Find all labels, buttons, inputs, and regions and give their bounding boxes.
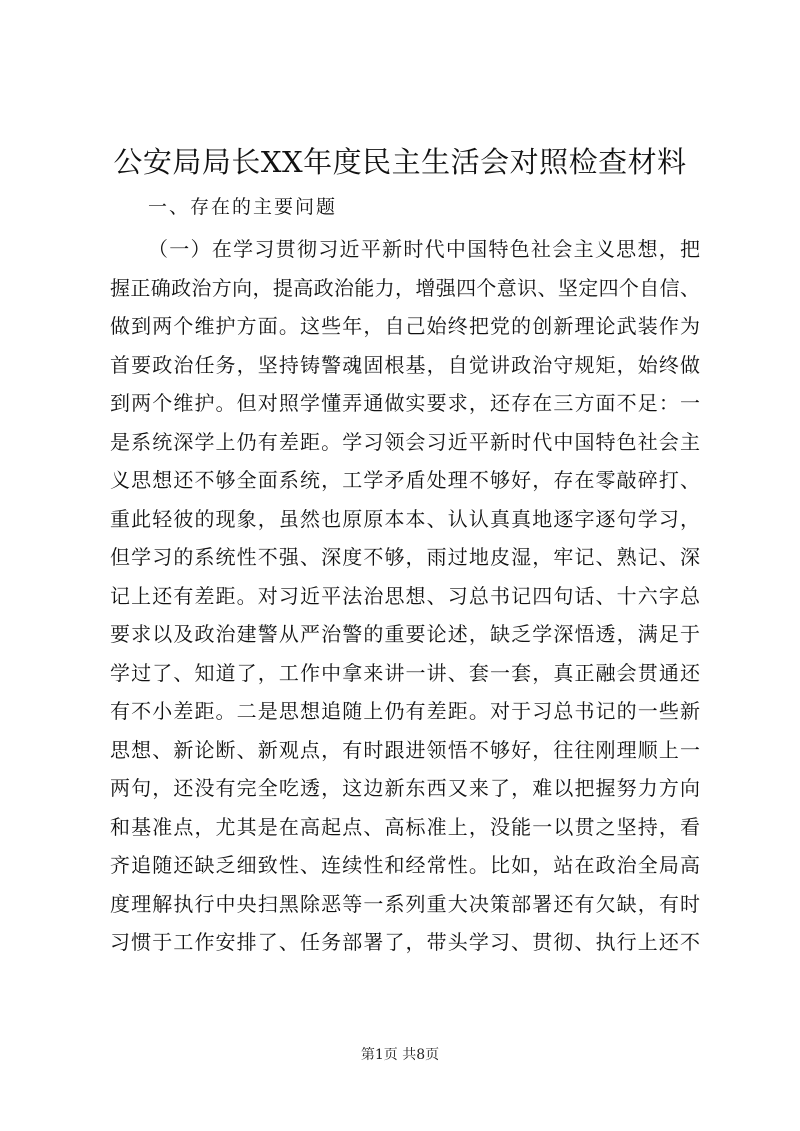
paragraph-line: 记上还有差距。对习近平法治思想、习总书记四句话、十六字总	[110, 583, 700, 608]
paragraph-line: 首要政治任务，坚持铸警魂固根基，自觉讲政治守规矩，始终做	[110, 352, 700, 377]
paragraph-line: 做到两个维护方面。这些年，自己始终把党的创新理论武装作为	[110, 314, 700, 338]
body-text	[110, 230, 700, 962]
paragraph-line: 学过了、知道了，工作中拿来讲一讲、套一套，真正融会贯通还	[110, 660, 700, 685]
paragraph-line: 握正确政治方向，提高政治能力，增强四个意识、坚定四个自信、	[110, 275, 700, 300]
section-heading: 一、存在的主要问题	[148, 196, 338, 218]
paragraph-line: 有不小差距。二是思想追随上仍有差距。对于习总书记的一些新	[110, 699, 700, 723]
paragraph-line: 义思想还不够全面系统，工学矛盾处理不够好，存在零敲碎打、	[110, 468, 700, 492]
paragraph-line: 到两个维护。但对照学懂弄通做实要求，还存在三方面不足：一	[110, 391, 700, 415]
document-title: 公安局局长XX年度民主生活会对照检查材料	[113, 145, 687, 179]
paragraph-line: 齐追随还缺乏细致性、连续性和经常性。比如，站在政治全局高	[110, 853, 700, 877]
paragraph-line: 和基准点，尤其是在高起点、高标准上，没能一以贯之坚持，看	[110, 814, 700, 839]
paragraph-line: 思想、新论断、新观点，有时跟进领悟不够好，往往刚理顺上一	[110, 737, 700, 762]
page-number-footer: 第1页 共8页	[360, 1047, 440, 1063]
paragraph-line: （一）在学习贯彻习近平新时代中国特色社会主义思想，把	[148, 237, 700, 261]
paragraph-line: 但学习的系统性不强、深度不够，雨过地皮湿，牢记、熟记、深	[110, 545, 700, 569]
paragraph-line: 度理解执行中央扫黑除恶等一系列重大决策部署还有欠缺，有时	[110, 891, 700, 916]
paragraph-line: 要求以及政治建警从严治警的重要论述，缺乏学深悟透，满足于	[110, 622, 700, 646]
paragraph-line: 重此轻彼的现象，虽然也原原本本、认认真真地逐字逐句学习，	[110, 506, 700, 531]
paragraph-line: 习惯于工作安排了、任务部署了，带头学习、贯彻、执行上还不	[110, 930, 700, 954]
paragraph-line: 两句，还没有完全吃透，这边新东西又来了，难以把握努力方向	[110, 776, 700, 800]
paragraph-line: 是系统深学上仍有差距。学习领会习近平新时代中国特色社会主	[110, 429, 700, 454]
